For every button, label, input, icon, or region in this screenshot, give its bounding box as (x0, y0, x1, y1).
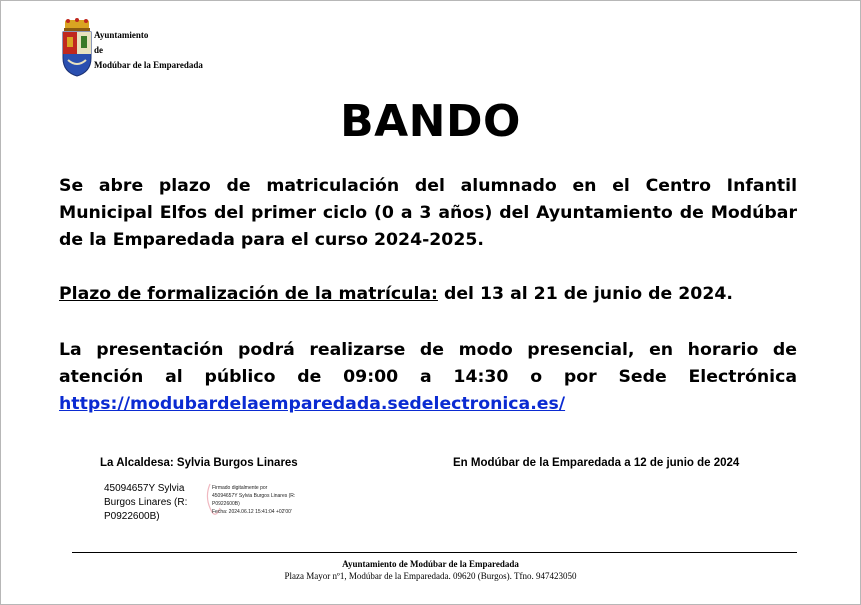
mayor-title: La Alcaldesa: Sylvia Burgos Linares (100, 457, 298, 469)
stamp-line-3: Fecha: 2024.06.12 15:41:04 +02'00' (212, 509, 292, 515)
header-logo-block (60, 18, 230, 82)
deadline-paragraph (59, 281, 797, 308)
submission-text: La presentación podrá realizarse de modo presencial, en horario de atención al público de 09:00 a 14:30 o por Sede Electrónica (59, 340, 797, 387)
footer (0, 558, 861, 582)
stamp-line-1: Firmado digitalmente por (212, 485, 268, 491)
footer-divider (72, 552, 797, 553)
organization-name (94, 28, 203, 73)
date-line: En Modúbar de la Emparedada a 12 de junio de 2024 (453, 457, 740, 469)
announcement-paragraph: Se abre plazo de matriculación del alumnado en el Centro Infantil Municipal Elfos del primer ciclo (0 a 3 años) del Ayuntamiento de Modúbar de la Emparedada para el curso 2024-2025. (59, 176, 797, 250)
coat-of-arms-icon (60, 18, 94, 78)
org-line-3: Modúbar de la Emparedada (94, 60, 203, 70)
footer-address: Plaza Mayor nº1, Modúbar de la Emparedada. 09620 (Burgos). Tfno. 947423050 (284, 571, 577, 581)
org-line-1: Ayuntamiento (94, 30, 149, 40)
signer-id: 45094657Y Sylvia Burgos Linares (R: P0922600B) (104, 483, 188, 522)
sede-electronica-link[interactable]: https://modubardelaemparedada.sedelectronica.es/ (59, 394, 566, 414)
page-title: BANDO (340, 96, 521, 147)
footer-org: Ayuntamiento de Modúbar de la Emparedada (342, 559, 519, 569)
stamp-line-2: 45094657Y Sylvia Burgos Linares (R: P0922600B) (212, 493, 296, 507)
org-line-2: de (94, 45, 103, 55)
deadline-label: Plazo de formalización de la matrícula: (59, 284, 438, 304)
digital-signature-stamp (212, 484, 320, 516)
submission-paragraph (59, 337, 797, 418)
deadline-value: del 13 al 21 de junio de 2024. (437, 284, 733, 304)
